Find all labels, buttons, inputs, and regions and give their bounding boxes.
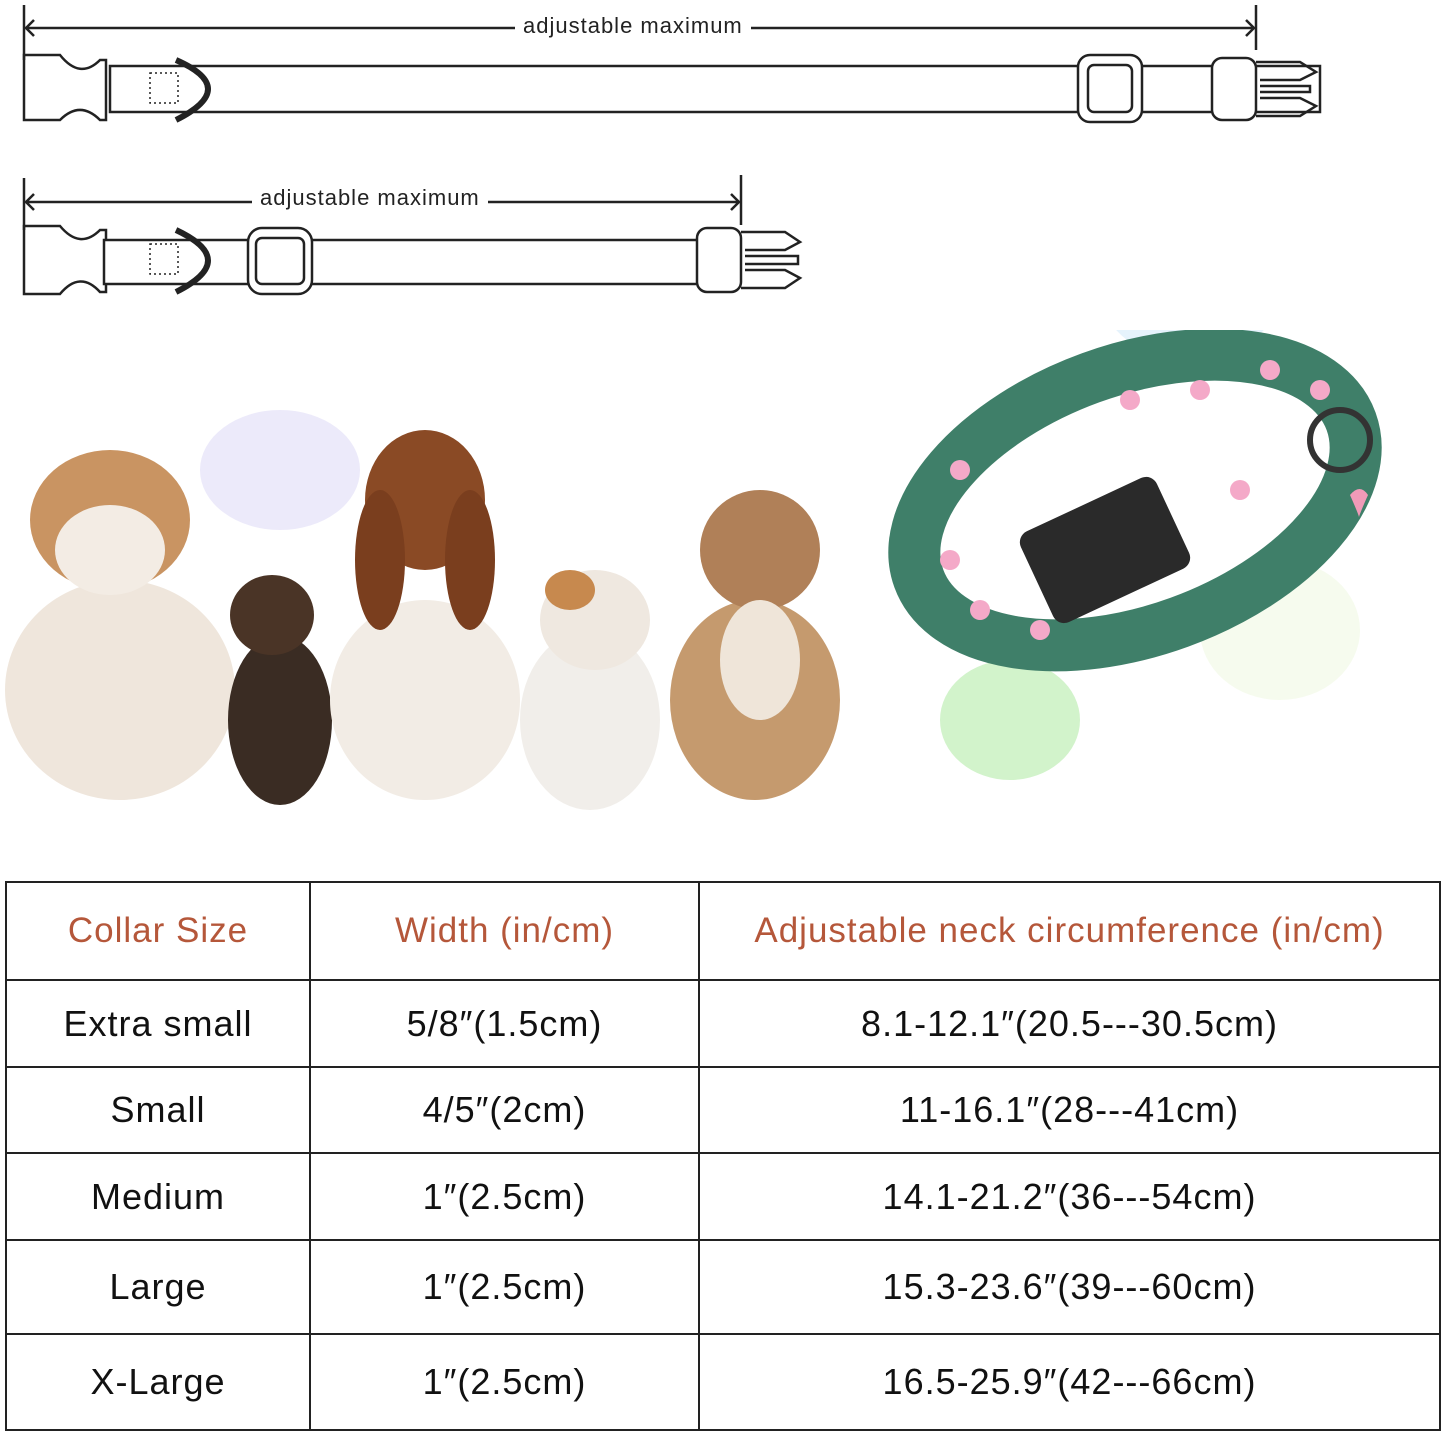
pets-and-collar-photo: [0, 330, 1445, 880]
width-cell: 5/8″(1.5cm): [310, 980, 699, 1067]
bulldog-image: [5, 450, 235, 800]
collar-size-diagram: [0, 0, 1445, 320]
table-row: [6, 1240, 1440, 1334]
header-neck-circumference: Adjustable neck circumference (in/cm): [699, 882, 1440, 980]
basset-hound-image: [330, 430, 520, 800]
neck-cell: 15.3-23.6″(39---60cm): [699, 1240, 1440, 1334]
size-cell: Medium: [6, 1153, 310, 1240]
header-collar-size: Collar Size: [6, 882, 310, 980]
table-header-row: [6, 882, 1440, 980]
width-cell: 1″(2.5cm): [310, 1240, 699, 1334]
width-cell: 1″(2.5cm): [310, 1334, 699, 1430]
french-bulldog-image: [670, 490, 840, 800]
header-width: Width (in/cm): [310, 882, 699, 980]
size-chart-table: [5, 881, 1441, 1431]
long-collar-label: adjustable maximum: [515, 13, 751, 39]
size-cell: X-Large: [6, 1334, 310, 1430]
neck-cell: 16.5-25.9″(42---66cm): [699, 1334, 1440, 1430]
short-collar-label: adjustable maximum: [252, 185, 488, 211]
size-cell: Extra small: [6, 980, 310, 1067]
table-row: [6, 1067, 1440, 1153]
table-row: [6, 980, 1440, 1067]
neck-cell: 8.1-12.1″(20.5---30.5cm): [699, 980, 1440, 1067]
neck-cell: 14.1-21.2″(36---54cm): [699, 1153, 1440, 1240]
table-row: [6, 1334, 1440, 1430]
exotic-cat-image: [520, 570, 660, 810]
table-row: [6, 1153, 1440, 1240]
width-cell: 1″(2.5cm): [310, 1153, 699, 1240]
kitten-image: [228, 575, 332, 805]
size-cell: Large: [6, 1240, 310, 1334]
size-cell: Small: [6, 1067, 310, 1153]
neck-cell: 11-16.1″(28---41cm): [699, 1067, 1440, 1153]
width-cell: 4/5″(2cm): [310, 1067, 699, 1153]
